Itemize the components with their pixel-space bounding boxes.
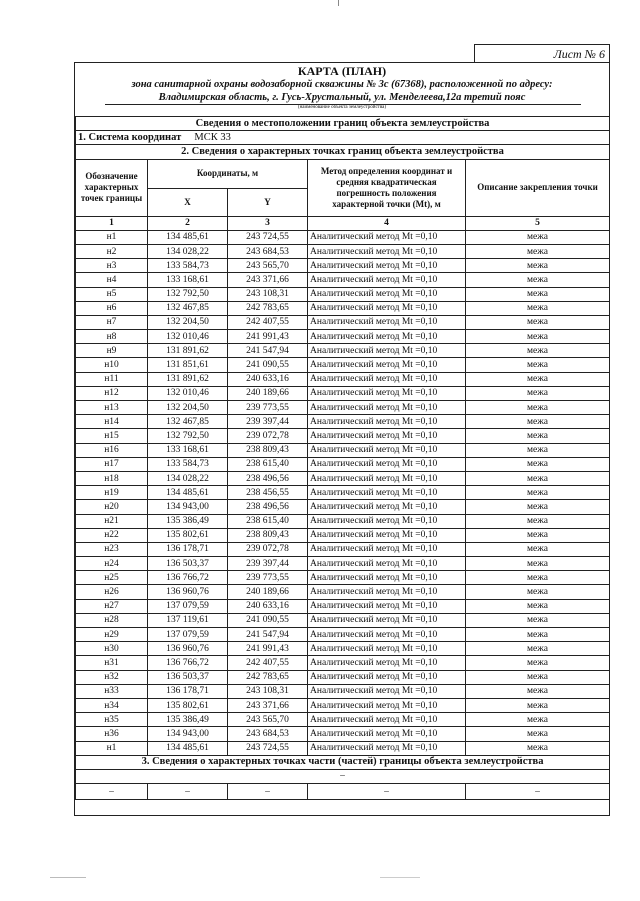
table-row xyxy=(76,443,610,457)
method-cell: Аналитический метод Mt =0,10 xyxy=(308,330,466,344)
method-cell: Аналитический метод Mt =0,10 xyxy=(308,244,466,258)
y-coord-cell: 241 991,43 xyxy=(228,642,308,656)
table-row xyxy=(76,287,610,301)
y-coord-cell: 240 189,66 xyxy=(228,585,308,599)
method-cell: Аналитический метод Mt =0,10 xyxy=(308,542,466,556)
table-row xyxy=(76,471,610,485)
desc-cell: межа xyxy=(466,613,610,627)
y-coord-cell: 242 783,65 xyxy=(228,301,308,315)
col-header-desc: Описание закрепления точки xyxy=(466,159,610,216)
coord-system-label: 1. Система координат xyxy=(78,131,182,143)
y-coord-cell: 243 371,66 xyxy=(228,698,308,712)
method-cell: Аналитический метод Mt =0,10 xyxy=(308,528,466,542)
section-parts-title: 3. Сведения о характерных точках части (частей) границы объекта землеустройства xyxy=(76,755,610,769)
point-id-cell: н20 xyxy=(76,500,148,514)
document-title: КАРТА (ПЛАН) xyxy=(297,64,387,78)
desc-cell: межа xyxy=(466,259,610,273)
document-frame xyxy=(74,62,610,816)
method-cell: Аналитический метод Mt =0,10 xyxy=(308,301,466,315)
y-coord-cell: 241 090,55 xyxy=(228,613,308,627)
x-coord-cell: 136 503,37 xyxy=(148,557,228,571)
parts-cell-3: – xyxy=(228,784,308,800)
table-row xyxy=(76,628,610,642)
table-row xyxy=(76,713,610,727)
points-table xyxy=(75,116,610,800)
header-line-2: Владимирская область, г. Гусь-Хрустальный, ул. Менделеева,12а третий пояс xyxy=(158,92,526,103)
header-line-1: зона санитарной охраны водозаборной скважины № 3с (67368), расположенной по адресу: xyxy=(131,79,553,90)
point-id-cell: н21 xyxy=(76,514,148,528)
table-row xyxy=(76,486,610,500)
x-coord-cell: 134 028,22 xyxy=(148,244,228,258)
col-header-y: Y xyxy=(228,189,308,216)
table-row xyxy=(76,330,610,344)
x-coord-cell: 134 943,00 xyxy=(148,500,228,514)
point-id-cell: н6 xyxy=(76,301,148,315)
method-cell: Аналитический метод Mt =0,10 xyxy=(308,698,466,712)
x-coord-cell: 135 386,49 xyxy=(148,514,228,528)
desc-cell: межа xyxy=(466,429,610,443)
method-cell: Аналитический метод Mt =0,10 xyxy=(308,642,466,656)
x-coord-cell: 131 891,62 xyxy=(148,372,228,386)
table-row xyxy=(76,500,610,514)
desc-cell: межа xyxy=(466,244,610,258)
y-coord-cell: 240 633,16 xyxy=(228,599,308,613)
method-cell: Аналитический метод Mt =0,10 xyxy=(308,386,466,400)
point-id-cell: н36 xyxy=(76,727,148,741)
y-coord-cell: 238 809,43 xyxy=(228,443,308,457)
table-row xyxy=(76,457,610,471)
method-cell: Аналитический метод Mt =0,10 xyxy=(308,429,466,443)
y-coord-cell: 238 496,56 xyxy=(228,500,308,514)
method-cell: Аналитический метод Mt =0,10 xyxy=(308,486,466,500)
x-coord-cell: 132 467,85 xyxy=(148,301,228,315)
table-row xyxy=(76,230,610,244)
x-coord-cell: 135 802,61 xyxy=(148,698,228,712)
table-row xyxy=(76,244,610,258)
x-coord-cell: 133 584,73 xyxy=(148,259,228,273)
desc-cell: межа xyxy=(466,557,610,571)
method-cell: Аналитический метод Mt =0,10 xyxy=(308,741,466,755)
x-coord-cell: 134 485,61 xyxy=(148,741,228,755)
desc-cell: межа xyxy=(466,571,610,585)
y-coord-cell: 242 783,65 xyxy=(228,670,308,684)
desc-cell: межа xyxy=(466,273,610,287)
desc-cell: межа xyxy=(466,330,610,344)
point-id-cell: н30 xyxy=(76,642,148,656)
point-id-cell: н32 xyxy=(76,670,148,684)
desc-cell: межа xyxy=(466,372,610,386)
col-num-2: 2 xyxy=(148,216,228,230)
point-id-cell: н35 xyxy=(76,713,148,727)
y-coord-cell: 242 407,55 xyxy=(228,656,308,670)
coord-system-row xyxy=(76,131,610,145)
table-row xyxy=(76,429,610,443)
desc-cell: межа xyxy=(466,386,610,400)
method-cell: Аналитический метод Mt =0,10 xyxy=(308,401,466,415)
desc-cell: межа xyxy=(466,287,610,301)
y-coord-cell: 238 456,55 xyxy=(228,486,308,500)
table-row xyxy=(76,698,610,712)
y-coord-cell: 243 108,31 xyxy=(228,684,308,698)
table-row xyxy=(76,415,610,429)
x-coord-cell: 136 766,72 xyxy=(148,656,228,670)
method-cell: Аналитический метод Mt =0,10 xyxy=(308,571,466,585)
x-coord-cell: 134 028,22 xyxy=(148,471,228,485)
point-id-cell: н1 xyxy=(76,741,148,755)
method-cell: Аналитический метод Mt =0,10 xyxy=(308,599,466,613)
point-id-cell: н33 xyxy=(76,684,148,698)
parts-cell-1: – xyxy=(76,784,148,800)
table-row xyxy=(76,684,610,698)
method-cell: Аналитический метод Mt =0,10 xyxy=(308,500,466,514)
table-row xyxy=(76,542,610,556)
table-row xyxy=(76,273,610,287)
table-row xyxy=(76,528,610,542)
y-coord-cell: 241 547,94 xyxy=(228,628,308,642)
y-coord-cell: 239 397,44 xyxy=(228,557,308,571)
desc-cell: межа xyxy=(466,230,610,244)
point-id-cell: н22 xyxy=(76,528,148,542)
table-row xyxy=(76,344,610,358)
method-cell: Аналитический метод Mt =0,10 xyxy=(308,656,466,670)
desc-cell: межа xyxy=(466,628,610,642)
method-cell: Аналитический метод Mt =0,10 xyxy=(308,684,466,698)
table-row xyxy=(76,358,610,372)
point-id-cell: н19 xyxy=(76,486,148,500)
x-coord-cell: 132 010,46 xyxy=(148,330,228,344)
section-location-title: Сведения о местоположении границ объекта землеустройства xyxy=(76,117,610,131)
y-coord-cell: 241 991,43 xyxy=(228,330,308,344)
method-cell: Аналитический метод Mt =0,10 xyxy=(308,471,466,485)
desc-cell: межа xyxy=(466,684,610,698)
header-underline xyxy=(105,104,581,105)
point-id-cell: н29 xyxy=(76,628,148,642)
point-id-cell: н5 xyxy=(76,287,148,301)
col-num-5: 5 xyxy=(466,216,610,230)
point-id-cell: н4 xyxy=(76,273,148,287)
table-row xyxy=(76,514,610,528)
method-cell: Аналитический метод Mt =0,10 xyxy=(308,557,466,571)
table-row xyxy=(76,259,610,273)
method-cell: Аналитический метод Mt =0,10 xyxy=(308,457,466,471)
x-coord-cell: 136 503,37 xyxy=(148,670,228,684)
desc-cell: межа xyxy=(466,585,610,599)
method-cell: Аналитический метод Mt =0,10 xyxy=(308,259,466,273)
x-coord-cell: 132 792,50 xyxy=(148,429,228,443)
table-row xyxy=(76,557,610,571)
method-cell: Аналитический метод Mt =0,10 xyxy=(308,713,466,727)
x-coord-cell: 134 485,61 xyxy=(148,230,228,244)
point-id-cell: н17 xyxy=(76,457,148,471)
y-coord-cell: 243 565,70 xyxy=(228,713,308,727)
table-row xyxy=(76,670,610,684)
method-cell: Аналитический метод Mt =0,10 xyxy=(308,415,466,429)
x-coord-cell: 137 079,59 xyxy=(148,599,228,613)
coord-system-value: МСК 33 xyxy=(194,131,231,143)
desc-cell: межа xyxy=(466,642,610,656)
y-coord-cell: 243 724,55 xyxy=(228,230,308,244)
table-row xyxy=(76,613,610,627)
y-coord-cell: 241 090,55 xyxy=(228,358,308,372)
desc-cell: межа xyxy=(466,443,610,457)
method-cell: Аналитический метод Mt =0,10 xyxy=(308,273,466,287)
x-coord-cell: 136 960,76 xyxy=(148,585,228,599)
table-row xyxy=(76,585,610,599)
method-cell: Аналитический метод Mt =0,10 xyxy=(308,443,466,457)
x-coord-cell: 133 168,61 xyxy=(148,273,228,287)
method-cell: Аналитический метод Mt =0,10 xyxy=(308,670,466,684)
points-rows xyxy=(76,230,610,755)
desc-cell: межа xyxy=(466,698,610,712)
y-coord-cell: 239 072,78 xyxy=(228,429,308,443)
table-row xyxy=(76,401,610,415)
col-header-coords: Координаты, м xyxy=(148,159,308,189)
desc-cell: межа xyxy=(466,599,610,613)
y-coord-cell: 239 072,78 xyxy=(228,542,308,556)
point-id-cell: н25 xyxy=(76,571,148,585)
method-cell: Аналитический метод Mt =0,10 xyxy=(308,344,466,358)
x-coord-cell: 135 802,61 xyxy=(148,528,228,542)
x-coord-cell: 132 204,50 xyxy=(148,401,228,415)
desc-cell: межа xyxy=(466,500,610,514)
x-coord-cell: 136 766,72 xyxy=(148,571,228,585)
y-coord-cell: 242 407,55 xyxy=(228,315,308,329)
desc-cell: межа xyxy=(466,713,610,727)
desc-cell: межа xyxy=(466,486,610,500)
table-row xyxy=(76,301,610,315)
table-row xyxy=(76,656,610,670)
y-coord-cell: 238 496,56 xyxy=(228,471,308,485)
y-coord-cell: 239 773,55 xyxy=(228,571,308,585)
desc-cell: межа xyxy=(466,415,610,429)
point-id-cell: н13 xyxy=(76,401,148,415)
method-cell: Аналитический метод Mt =0,10 xyxy=(308,514,466,528)
y-coord-cell: 243 565,70 xyxy=(228,259,308,273)
table-row xyxy=(76,386,610,400)
desc-cell: межа xyxy=(466,670,610,684)
desc-cell: межа xyxy=(466,358,610,372)
y-coord-cell: 240 189,66 xyxy=(228,386,308,400)
point-id-cell: н11 xyxy=(76,372,148,386)
x-coord-cell: 136 178,71 xyxy=(148,542,228,556)
header-caption: (наименование объекта землеустройства) xyxy=(297,105,387,110)
x-coord-cell: 135 386,49 xyxy=(148,713,228,727)
x-coord-cell: 134 943,00 xyxy=(148,727,228,741)
section-points-title: 2. Сведения о характерных точках границ объекта землеустройства xyxy=(76,145,610,159)
point-id-cell: н26 xyxy=(76,585,148,599)
x-coord-cell: 131 851,61 xyxy=(148,358,228,372)
method-cell: Аналитический метод Mt =0,10 xyxy=(308,628,466,642)
desc-cell: межа xyxy=(466,471,610,485)
col-header-x: X xyxy=(148,189,228,216)
point-id-cell: н14 xyxy=(76,415,148,429)
point-id-cell: н15 xyxy=(76,429,148,443)
desc-cell: межа xyxy=(466,457,610,471)
desc-cell: межа xyxy=(466,315,610,329)
parts-empty-row: – xyxy=(76,769,610,783)
method-cell: Аналитический метод Mt =0,10 xyxy=(308,358,466,372)
point-id-cell: н18 xyxy=(76,471,148,485)
y-coord-cell: 239 773,55 xyxy=(228,401,308,415)
col-header-method: Метод определения координат и средняя квадратическая погрешность положения характерной точки (Mt), м xyxy=(308,159,466,216)
scan-mark xyxy=(338,0,339,6)
table-row xyxy=(76,315,610,329)
point-id-cell: н9 xyxy=(76,344,148,358)
y-coord-cell: 239 397,44 xyxy=(228,415,308,429)
x-coord-cell: 132 792,50 xyxy=(148,287,228,301)
y-coord-cell: 238 615,40 xyxy=(228,514,308,528)
y-coord-cell: 243 684,53 xyxy=(228,727,308,741)
method-cell: Аналитический метод Mt =0,10 xyxy=(308,585,466,599)
point-id-cell: н10 xyxy=(76,358,148,372)
point-id-cell: н16 xyxy=(76,443,148,457)
desc-cell: межа xyxy=(466,727,610,741)
col-header-point: Обозначение характерных точек границы xyxy=(76,159,148,216)
scan-mark xyxy=(50,877,86,878)
y-coord-cell: 243 371,66 xyxy=(228,273,308,287)
desc-cell: межа xyxy=(466,344,610,358)
point-id-cell: н23 xyxy=(76,542,148,556)
x-coord-cell: 137 079,59 xyxy=(148,628,228,642)
point-id-cell: н12 xyxy=(76,386,148,400)
y-coord-cell: 243 724,55 xyxy=(228,741,308,755)
desc-cell: межа xyxy=(466,528,610,542)
point-id-cell: н7 xyxy=(76,315,148,329)
desc-cell: межа xyxy=(466,514,610,528)
parts-cell-2: – xyxy=(148,784,228,800)
x-coord-cell: 136 960,76 xyxy=(148,642,228,656)
table-row xyxy=(76,571,610,585)
table-row xyxy=(76,642,610,656)
parts-cell-5: – xyxy=(466,784,610,800)
parts-cell-4: – xyxy=(308,784,466,800)
x-coord-cell: 132 204,50 xyxy=(148,315,228,329)
x-coord-cell: 133 584,73 xyxy=(148,457,228,471)
x-coord-cell: 134 485,61 xyxy=(148,486,228,500)
sheet-number: Лист № 6 xyxy=(474,44,610,62)
scan-mark xyxy=(380,877,420,878)
point-id-cell: н1 xyxy=(76,230,148,244)
method-cell: Аналитический метод Mt =0,10 xyxy=(308,315,466,329)
table-row xyxy=(76,727,610,741)
desc-cell: межа xyxy=(466,301,610,315)
table-row xyxy=(76,599,610,613)
x-coord-cell: 136 178,71 xyxy=(148,684,228,698)
col-num-3: 3 xyxy=(228,216,308,230)
point-id-cell: н31 xyxy=(76,656,148,670)
x-coord-cell: 132 010,46 xyxy=(148,386,228,400)
col-num-1: 1 xyxy=(76,216,148,230)
method-cell: Аналитический метод Mt =0,10 xyxy=(308,372,466,386)
point-id-cell: н28 xyxy=(76,613,148,627)
desc-cell: межа xyxy=(466,656,610,670)
point-id-cell: н3 xyxy=(76,259,148,273)
method-cell: Аналитический метод Mt =0,10 xyxy=(308,613,466,627)
y-coord-cell: 240 633,16 xyxy=(228,372,308,386)
table-row xyxy=(76,372,610,386)
method-cell: Аналитический метод Mt =0,10 xyxy=(308,727,466,741)
point-id-cell: н8 xyxy=(76,330,148,344)
table-row xyxy=(76,741,610,755)
point-id-cell: н34 xyxy=(76,698,148,712)
desc-cell: межа xyxy=(466,542,610,556)
point-id-cell: н24 xyxy=(76,557,148,571)
col-num-4: 4 xyxy=(308,216,466,230)
method-cell: Аналитический метод Mt =0,10 xyxy=(308,287,466,301)
desc-cell: межа xyxy=(466,401,610,415)
x-coord-cell: 137 119,61 xyxy=(148,613,228,627)
x-coord-cell: 131 891,62 xyxy=(148,344,228,358)
point-id-cell: н27 xyxy=(76,599,148,613)
method-cell: Аналитический метод Mt =0,10 xyxy=(308,230,466,244)
y-coord-cell: 241 547,94 xyxy=(228,344,308,358)
y-coord-cell: 243 108,31 xyxy=(228,287,308,301)
desc-cell: межа xyxy=(466,741,610,755)
point-id-cell: н2 xyxy=(76,244,148,258)
y-coord-cell: 238 809,43 xyxy=(228,528,308,542)
x-coord-cell: 132 467,85 xyxy=(148,415,228,429)
y-coord-cell: 243 684,53 xyxy=(228,244,308,258)
x-coord-cell: 133 168,61 xyxy=(148,443,228,457)
y-coord-cell: 238 615,40 xyxy=(228,457,308,471)
